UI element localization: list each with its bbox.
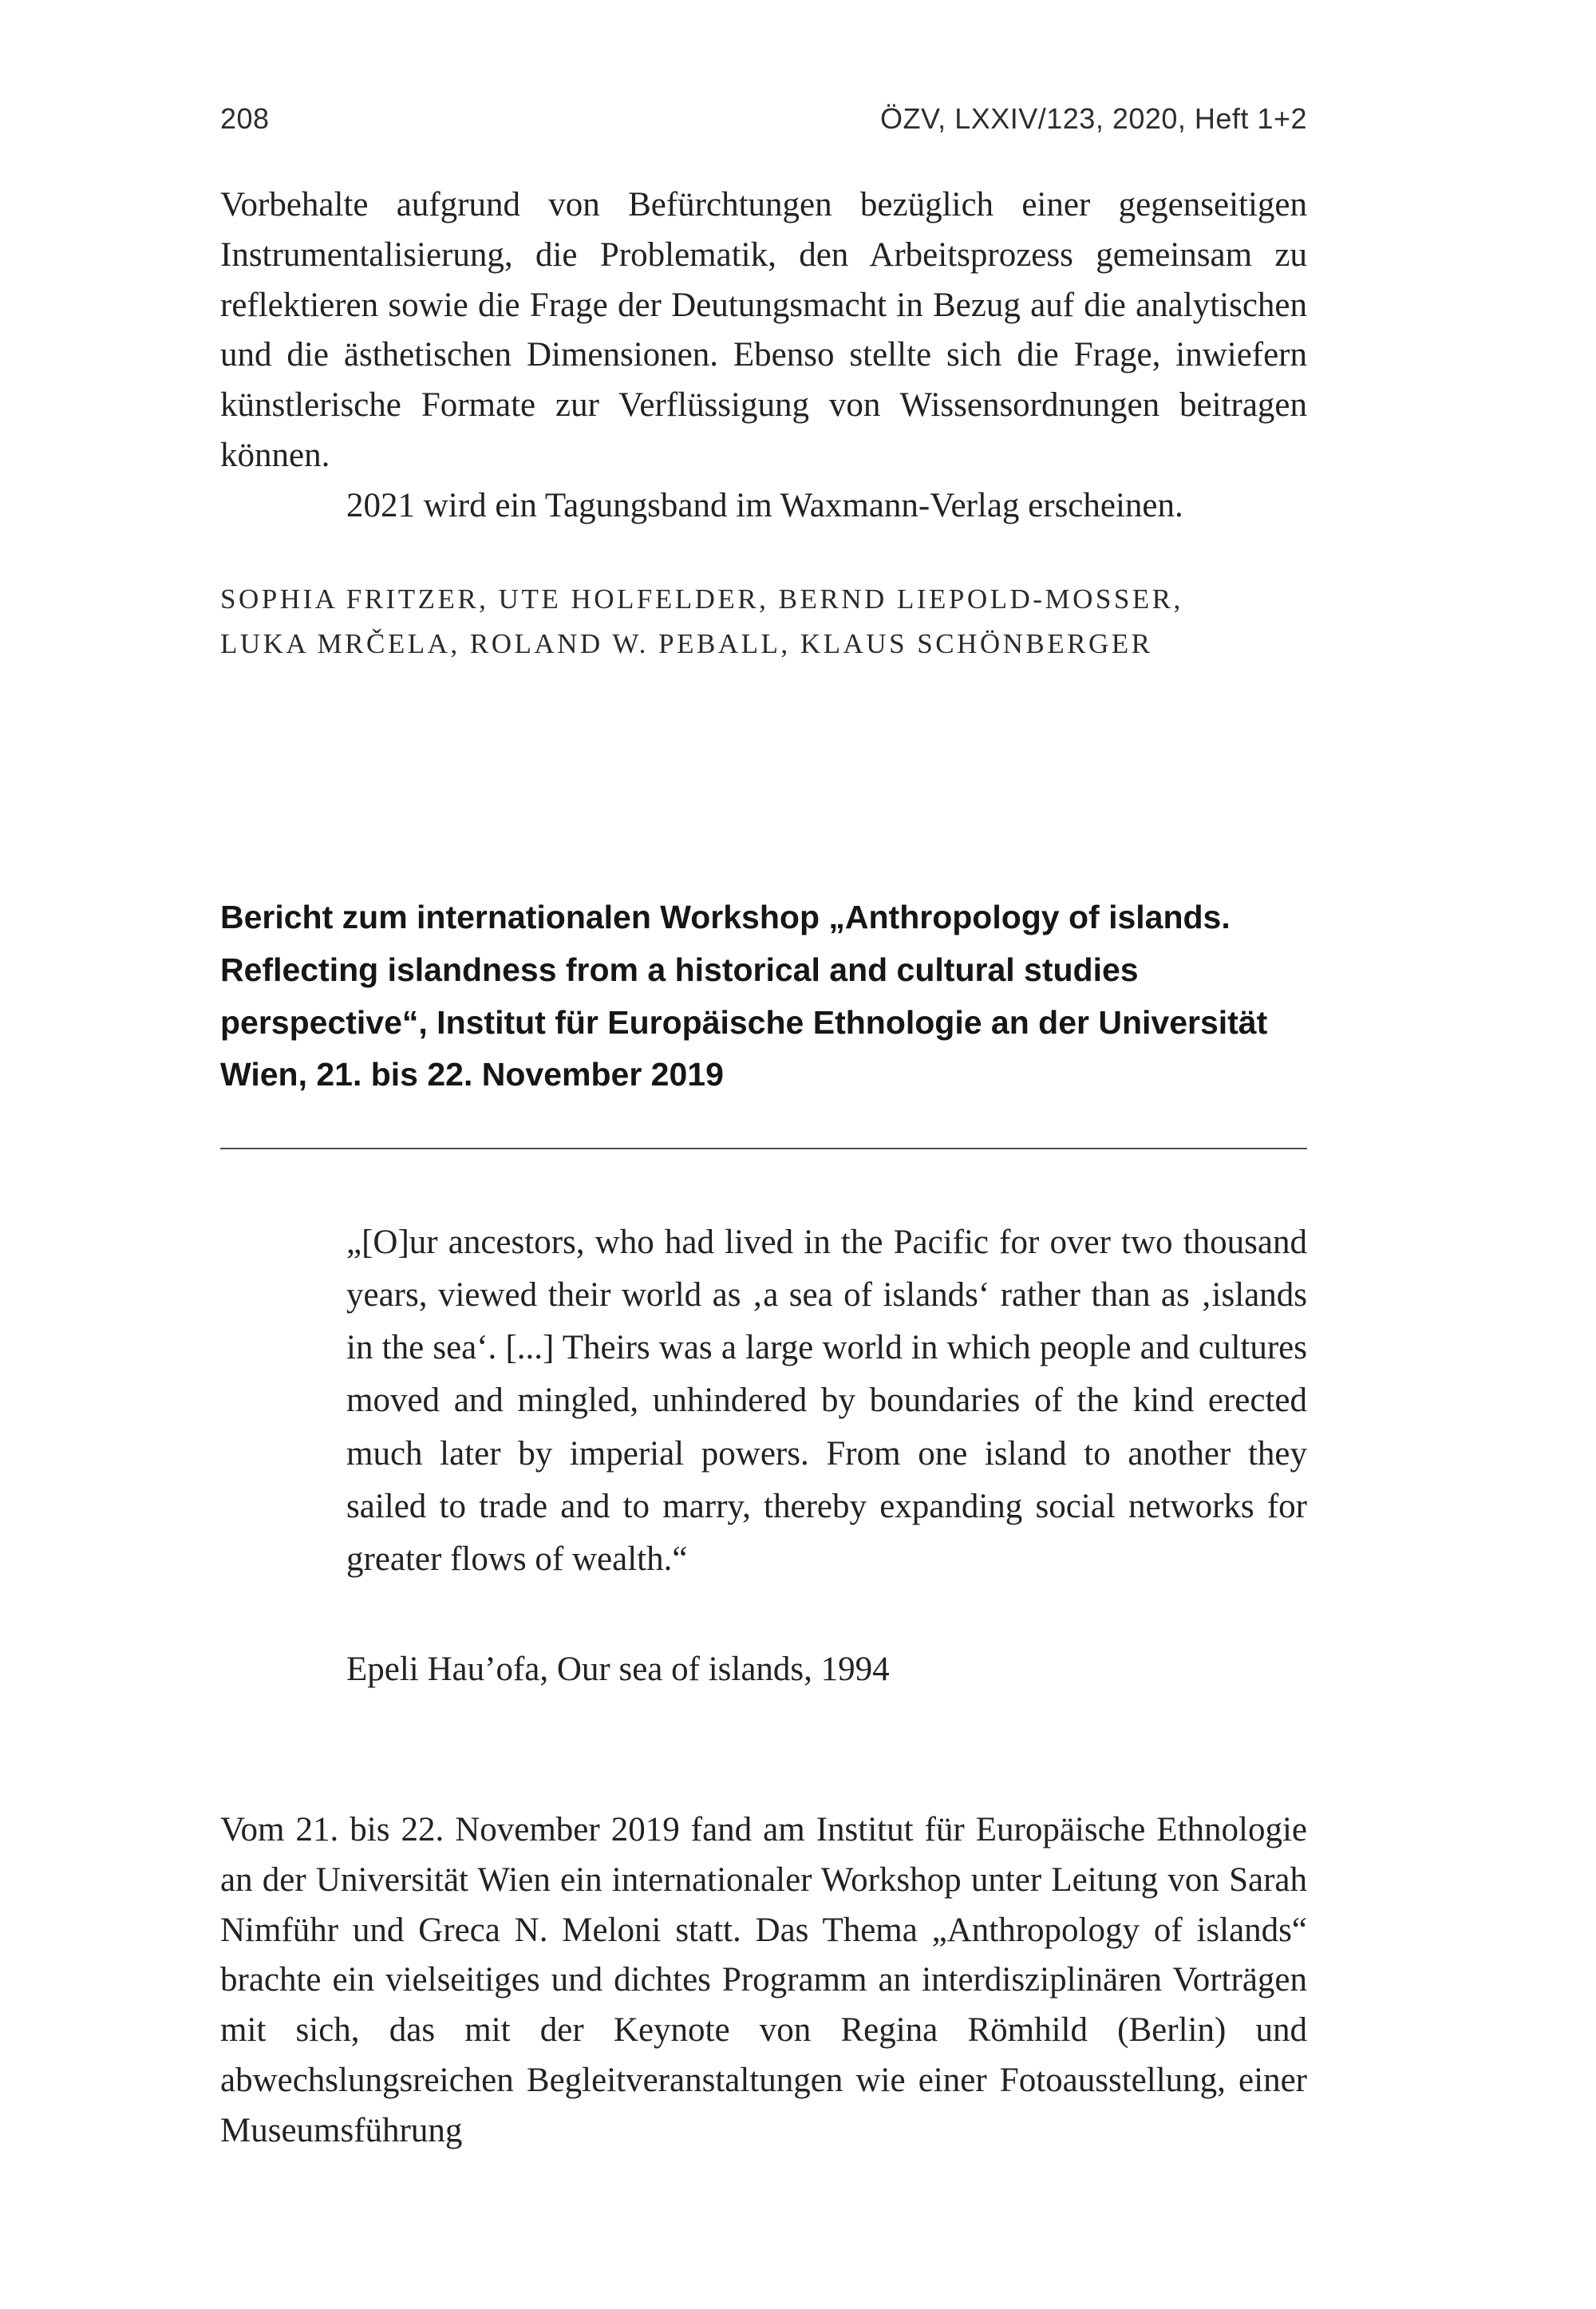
journal-reference: ÖZV, LXXIV/123, 2020, Heft 1+2 [879, 102, 1307, 135]
previous-report-closing-line: 2021 wird ein Tagungsband im Waxmann-Verlag erscheinen. [346, 486, 1183, 524]
previous-report-authors: SOPHIA FRITZER, UTE HOLFELDER, BERND LIEPOLD-MOSSER, LUKA MRČELA, ROLAND W. PEBALL, KLAUS SCHÖNBERGER [220, 583, 1183, 660]
epigraph-attribution: Epeli Hau’ofa, Our sea of islands, 1994 [346, 1651, 890, 1689]
running-header [220, 102, 1307, 136]
report-title: Bericht zum internationalen Workshop „Anthropology of islands. Reflecting islandness from a historical and cultural studies perspective“, Institut für Europäische Ethnologie an der Universität Wien, 21. bis 22. November 2019 [220, 899, 1268, 1093]
epigraph-quote: „[O]ur ancestors, who had lived in the Pacific for over two thousand years, viewed their world as ‚a sea of islands‘ rather than as ‚islands in the sea‘. [...] Theirs was a large world in which people and cultures moved and mingled, unhindered by boundaries of the kind erected much later by imperial powers. From one island to another they sailed to trade and to marry, thereby expanding social networks for greater flows of wealth.“ [346, 1223, 1307, 1579]
previous-report-final-paragraph: Vorbehalte aufgrund von Befürchtungen bezüglich einer gegenseitigen Instrumentalisierung, die Problematik, den Arbeitsprozess gemeinsam zu reflektieren sowie die Frage der Deutungsmacht in Bezug auf die analytischen und die ästhetischen Dimensionen. Ebenso stellte sich die Frage, inwiefern künstlerische Formate zur Verflüssigung von Wissensordnungen beitragen können. [220, 186, 1307, 474]
title-divider-rule [220, 1148, 1307, 1149]
report-opening-paragraph: Vom 21. bis 22. November 2019 fand am Institut für Europäische Ethnologie an der Universität Wien ein internationaler Workshop unter Leitung von Sarah Nimführ und Greca N. Meloni statt. Das Thema „Anthropology of islands“ brachte ein vielseitiges und dichtes Programm an interdisziplinären Vorträgen mit sich, das mit der Keynote von Regina Römhild (Berlin) und abwechslungsreichen Begleitveranstaltungen wie einer Fotoausstellung, einer Museumsführung [220, 1811, 1307, 2149]
page-number: 208 [220, 102, 270, 135]
